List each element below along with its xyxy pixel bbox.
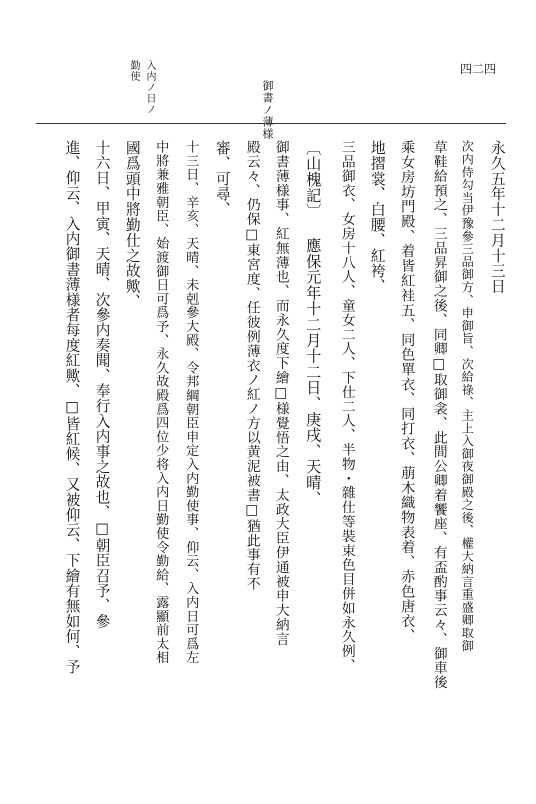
- running-head: 御書ノ薄様: [261, 80, 274, 140]
- text-column-8: 御書薄様事、紅無薄也、而永久度下繪□様覺悟之由、太政大臣伊通被申大納言: [272, 140, 289, 647]
- text-column-2: 次内侍勾当伊豫參三品御方、申御旨、次給祿、主上入御夜御殿之後、權大納言重盛卿取御: [460, 140, 475, 652]
- text-column-11: 十三日、辛亥、天晴、未剋參大殿、令邦綱朝臣申定入内勤使事、仰云、入内日可爲左: [183, 140, 199, 665]
- text-column-15: 進、仰云、入内御書薄様者每度紅歟、□皆紅候、又被仰云、下繪有無如何、予: [63, 140, 81, 675]
- text-column-12: 中將兼雅朝臣、始渡御日可爲予、永久故殿爲四位少将入内日勤使令勤給、露顯前太相: [153, 140, 169, 665]
- text-column-6: 三品御衣、女房十八人、童女二人、下仕二人、半物・雜仕等裝束色目併如永久例、: [338, 140, 355, 673]
- text-column-1: 永久五年十二月十三日: [488, 140, 506, 294]
- text-column-14: 十六日、甲寅、天晴、次參内奏聞、奉行入内事之故也、□朝臣召予、參: [93, 140, 111, 629]
- header-rule: [36, 123, 506, 124]
- headnote-line-1: 入内ノ日ノ: [144, 60, 155, 115]
- headnote-line-2: 勤使: [128, 60, 139, 82]
- page-number: 四二四: [460, 62, 497, 76]
- text-column-3: 草鞋給預之、三品昇御之後、同卿□取御衾、此間公卿着饗座、有盃酌事云々、御車後: [430, 140, 447, 690]
- text-column-7: 〔山槐記〕 應保元年十二月十二日、庚戌、天晴、: [304, 140, 323, 507]
- text-column-10: 審、可尋、: [213, 140, 231, 217]
- text-column-4: 乘女房坊門殿、着皆紅袿五、同色單衣、同打衣、萠木織物表着、赤色唐衣、: [399, 140, 416, 644]
- text-column-9: 殿云々、仍保□東宮度、任彼例薄衣ノ紅ノ方以黄泥被書□猶此事有不: [243, 140, 260, 591]
- text-column-5: 地摺裳、白腰、紅袴、: [368, 140, 386, 294]
- text-column-13: 國爲頭中將勤仕之故歟、: [123, 140, 141, 310]
